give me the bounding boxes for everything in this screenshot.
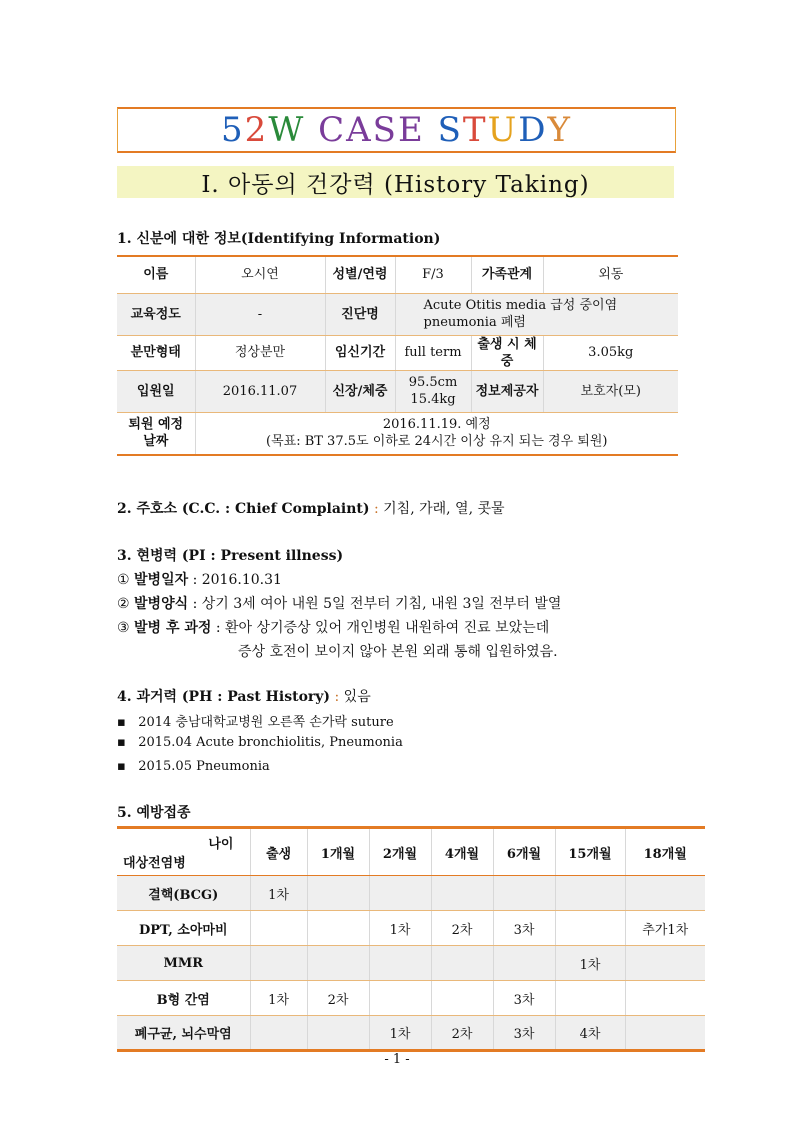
pi-text: : 상기 3세 여아 내원 5일 전부터 기침, 내원 3일 전부터 발열 <box>188 596 562 612</box>
table-row <box>117 876 705 911</box>
section-4-colon: : <box>330 689 344 705</box>
corner-age-label: 나이 <box>208 837 234 852</box>
dose-cell <box>625 981 705 1016</box>
dose-cell <box>369 876 431 911</box>
title-letter: 2 <box>244 110 269 150</box>
title-letter: Y <box>547 110 572 150</box>
vaccination-table <box>117 826 705 1052</box>
disease-name: 결핵(BCG) <box>117 876 250 911</box>
label-admission: 입원일 <box>117 370 195 412</box>
pi-item-onset <box>117 569 282 589</box>
label-name: 이름 <box>117 256 195 293</box>
label-family: 가족관계 <box>471 256 543 293</box>
age-header: 출생 <box>250 828 307 876</box>
document-title <box>117 107 676 153</box>
label-delivery: 분만형태 <box>117 335 195 370</box>
dose-cell <box>369 946 431 981</box>
title-letter: A <box>346 110 373 150</box>
value-sex-age: F/3 <box>395 256 471 293</box>
age-header: 4개월 <box>431 828 493 876</box>
table-row <box>117 911 705 946</box>
list-item-text: 2015.05 Pneumonia <box>138 759 270 774</box>
value-admission: 2016.11.07 <box>195 370 325 412</box>
dose-cell <box>431 981 493 1016</box>
list-item: ▪ 2015.04 Acute bronchiolitis, Pneumonia <box>117 735 403 750</box>
pi-text: : 환아 상기증상 있어 개인병원 내원하여 진료 보았는데 <box>211 620 550 636</box>
table-row <box>117 293 678 335</box>
dose-cell: 1차 <box>250 876 307 911</box>
title-letter: 5 <box>221 110 245 150</box>
section-3-heading: 3. 현병력 (PI : Present illness) <box>117 548 344 564</box>
label-discharge: 퇴원 예정 날짜 <box>117 412 195 455</box>
pi-item-pattern <box>117 593 561 613</box>
dose-cell <box>431 946 493 981</box>
pi-label: 발병일자 <box>134 572 189 588</box>
dose-cell: 1차 <box>555 946 625 981</box>
title-letter: C <box>318 110 347 150</box>
value-education: - <box>195 293 325 335</box>
dose-cell: 3차 <box>493 911 555 946</box>
label-gestation: 임신기간 <box>325 335 395 370</box>
label-education: 교육정도 <box>117 293 195 335</box>
title-letter: E <box>397 110 425 150</box>
title-letter: D <box>518 110 548 150</box>
section-2-title: 2. 주호소 (C.C. : Chief Complaint) <box>117 501 370 517</box>
dose-cell <box>431 876 493 911</box>
table-row <box>117 1016 705 1051</box>
table-row <box>117 335 678 370</box>
pi-item-course <box>117 617 549 637</box>
chief-complaint-value: 기침, 가래, 열, 콧물 <box>383 501 505 517</box>
disease-name: DPT, 소아마비 <box>117 911 250 946</box>
table-row <box>117 981 705 1016</box>
disease-name: B형 간염 <box>117 981 250 1016</box>
section-4-title: 4. 과거력 (PH : Past History) <box>117 689 331 705</box>
dose-cell <box>625 946 705 981</box>
dose-cell: 3차 <box>493 981 555 1016</box>
section-4-heading <box>117 686 371 706</box>
value-delivery: 정상분만 <box>195 335 325 370</box>
pi-num: ③ <box>117 620 130 636</box>
list-item-text: 2015.04 Acute bronchiolitis, Pneumonia <box>138 735 403 750</box>
table-row <box>117 256 678 293</box>
dose-cell <box>555 911 625 946</box>
table-row <box>117 412 678 455</box>
vaccination-header-row <box>117 828 705 876</box>
list-item: ▪ 2014 충남대학교병원 오른쪽 손가락 suture <box>117 715 394 730</box>
value-birth-weight: 3.05kg <box>543 335 678 370</box>
label-birth-weight: 출생 시 체중 <box>471 335 543 370</box>
dose-cell: 3차 <box>493 1016 555 1051</box>
disease-name: MMR <box>117 946 250 981</box>
pi-label: 발병양식 <box>134 596 189 612</box>
value-name: 오시연 <box>195 256 325 293</box>
dose-cell: 4차 <box>555 1016 625 1051</box>
value-informant: 보호자(모) <box>543 370 678 412</box>
corner-disease-label: 대상전염병 <box>123 856 186 871</box>
section-title: Ⅰ. 아동의 건강력 (History Taking) <box>117 166 674 198</box>
title-letter <box>305 110 318 150</box>
pi-continuation: 증상 호전이 보이지 않아 본원 외래 통해 입원하였음. <box>238 644 558 660</box>
section-2-colon: : <box>369 501 384 517</box>
title-letter: U <box>487 110 519 150</box>
pi-label: 발병 후 과정 <box>134 620 212 636</box>
dose-cell <box>625 876 705 911</box>
dose-cell <box>307 876 369 911</box>
title-letter: S <box>372 110 398 150</box>
table-row <box>117 946 705 981</box>
dose-cell: 1차 <box>250 981 307 1016</box>
dose-cell: 2차 <box>431 911 493 946</box>
value-discharge: 2016.11.19. 예정 (목표: BT 37.5도 이하로 24시간 이상 유지 되는 경우 퇴원) <box>195 412 678 455</box>
label-informant: 정보제공자 <box>471 370 543 412</box>
dose-cell <box>307 911 369 946</box>
value-family: 외동 <box>543 256 678 293</box>
dose-cell <box>307 946 369 981</box>
pi-text: : 2016.10.31 <box>188 572 282 588</box>
dose-cell <box>493 946 555 981</box>
list-item: ▪ 2015.05 Pneumonia <box>117 759 270 774</box>
dose-cell <box>250 1016 307 1051</box>
title-letter <box>425 110 438 150</box>
dose-cell <box>625 1016 705 1051</box>
identifying-info-table <box>117 255 678 456</box>
label-sex-age: 성별/연령 <box>325 256 395 293</box>
section-1-heading: 1. 신분에 대한 정보(Identifying Information) <box>117 231 441 247</box>
page-number: - 1 - <box>384 1052 410 1067</box>
age-header: 18개월 <box>625 828 705 876</box>
dose-cell <box>555 876 625 911</box>
age-header: 2개월 <box>369 828 431 876</box>
pi-num: ① <box>117 572 130 588</box>
dose-cell <box>555 981 625 1016</box>
pi-num: ② <box>117 596 130 612</box>
dose-cell <box>369 981 431 1016</box>
dose-cell: 1차 <box>369 1016 431 1051</box>
age-header: 1개월 <box>307 828 369 876</box>
corner-cell <box>117 828 250 876</box>
age-header: 6개월 <box>493 828 555 876</box>
value-gestation: full term <box>395 335 471 370</box>
label-height-weight: 신장/체중 <box>325 370 395 412</box>
dose-cell <box>250 946 307 981</box>
dose-cell: 2차 <box>431 1016 493 1051</box>
title-letter: T <box>462 110 488 150</box>
dose-cell <box>493 876 555 911</box>
age-header: 15개월 <box>555 828 625 876</box>
title-letter: S <box>437 110 463 150</box>
dose-cell <box>250 911 307 946</box>
title-letter: W <box>268 110 306 150</box>
section-5-heading: 5. 예방접종 <box>117 805 191 821</box>
label-diagnosis: 진단명 <box>325 293 395 335</box>
list-item-text: 2014 충남대학교병원 오른쪽 손가락 suture <box>138 715 394 730</box>
dose-cell <box>307 1016 369 1051</box>
dose-cell: 1차 <box>369 911 431 946</box>
table-row <box>117 370 678 412</box>
section-2-heading <box>117 498 505 518</box>
value-height-weight: 95.5cm 15.4kg <box>395 370 471 412</box>
dose-cell: 2차 <box>307 981 369 1016</box>
value-diagnosis: Acute Otitis media 급성 중이염 pneumonia 폐렴 <box>395 293 678 335</box>
past-history-value: 있음 <box>343 689 371 705</box>
dose-cell: 추가1차 <box>625 911 705 946</box>
disease-name: 폐구균, 뇌수막염 <box>117 1016 250 1051</box>
